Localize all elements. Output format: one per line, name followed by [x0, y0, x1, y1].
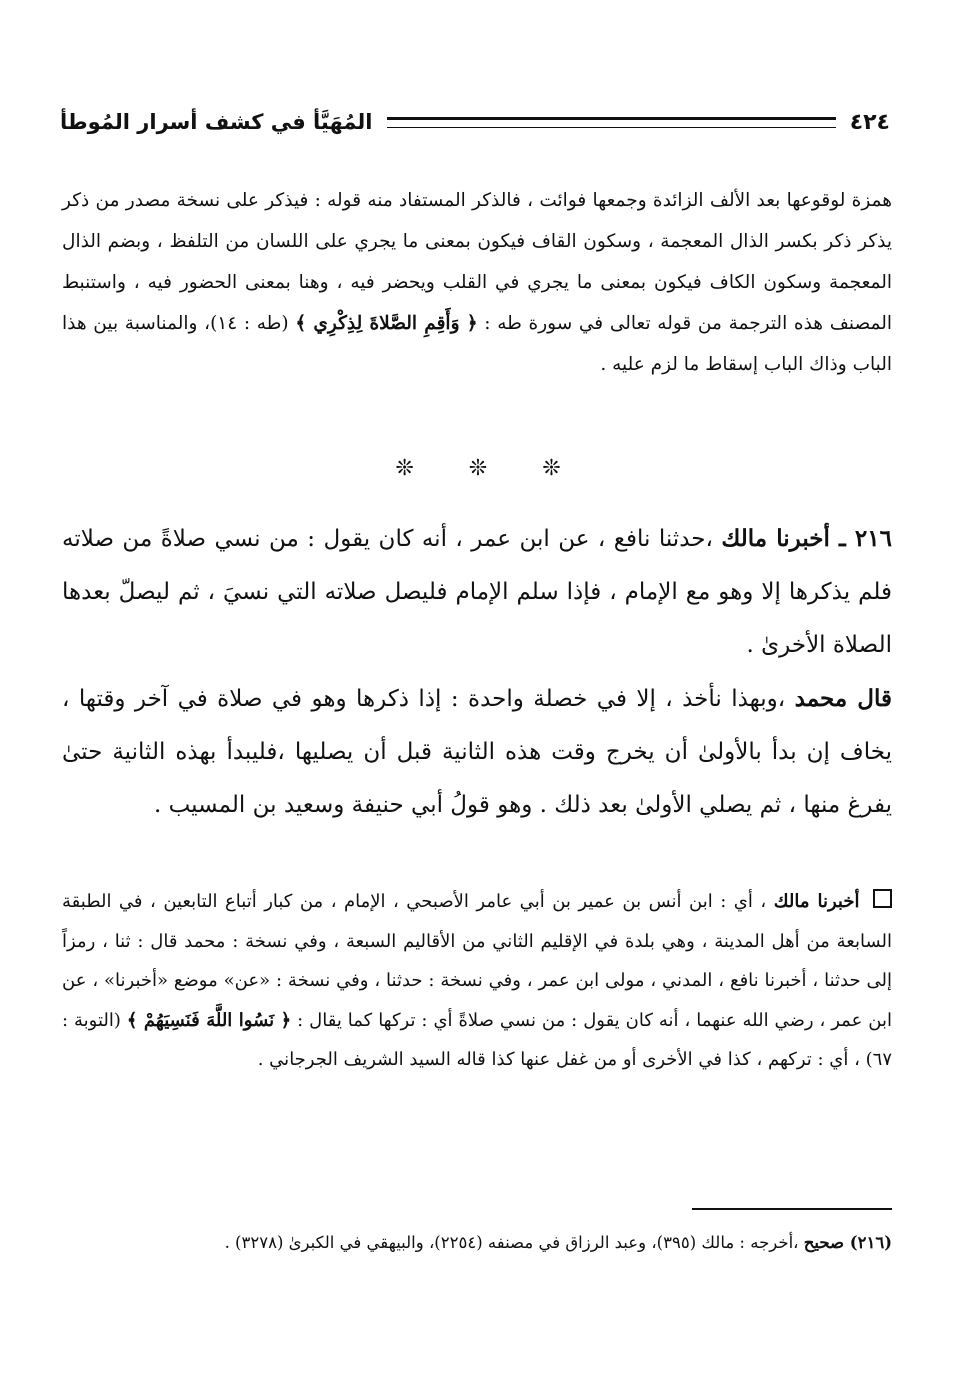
- hadith-paragraph: [62, 512, 892, 672]
- separator-star: ❊: [468, 456, 488, 481]
- footnote-text: ،أخرجه : مالك (٣٩٥)، وعبد الرزاق في مصنفه (٢٢٥٤)، والبيهقي في الكبرىٰ (٣٢٧٨) .: [224, 1233, 799, 1252]
- running-title: المُهَيَّأ في كشف أسرار المُوطأ: [60, 110, 373, 134]
- commentary-paragraph: [62, 882, 892, 1080]
- quran-quote: ﴿ وَأَقِمِ الصَّلاةَ لِذِكْرِي ﴾: [295, 313, 478, 334]
- footnote: [62, 1226, 892, 1259]
- section-separator: [0, 456, 956, 481]
- separator-star: ❊: [542, 456, 561, 481]
- intro-text: همزة لوقوعها بعد الألف الزائدة وجمعها فوائت ، فالذكر المستفاد منه قوله : فيذكر على نسخة مصدر من ذكر يذكر ذكر بكسر الذال المعجمة ، وسكون القاف فيكون بمعنى ما يجري على اللسان من التلفظ ، وبضم الذال المعجمة وسكون الكاف فيكون بمعنى ما يجري في القلب ويحضر فيه ، وهنا بمعنى الحضور فيه ، واستنبط المصنف هذه الترجمة من قوله تعالى في سورة طه :: [62, 190, 892, 334]
- page-header: [60, 100, 890, 144]
- commentary-lead: أخبرنا مالك: [773, 891, 860, 912]
- separator-star: ❊: [395, 456, 414, 481]
- intro-text-after: (طه : ١٤)، والمناسبة بين هذا الباب وذاك الباب إسقاط ما لزم عليه .: [62, 313, 892, 375]
- commentary-text-after: (التوبة : ٦٧) ، أي : تركهم ، كذا في الأخرى أو من غفل عنها كذا قاله السيد الشريف الجرجاني .: [62, 1009, 892, 1070]
- footnote-divider: [692, 1208, 892, 1210]
- footnote-lead: (٢١٦) صحيح: [803, 1233, 892, 1252]
- square-marker-icon: [873, 889, 892, 908]
- qal-muhammad-lead: قال محمد: [794, 685, 892, 712]
- qal-muhammad-text: ،وبهذا نأخذ ، إلا في خصلة واحدة : إذا ذكرها وهو في صلاة في آخر وقتها ، يخاف إن بدأ بالأولىٰ أن يخرج وقت هذه الثانية قبل أن يصليها ،فليبدأ بهذه الثانية حتىٰ يفرغ منها ، ثم يصلي الأولىٰ بعد ذلك . وهو قولُ أبي حنيفة وسعيد بن المسيب .: [62, 686, 892, 818]
- header-rule: [387, 117, 836, 128]
- qal-muhammad-paragraph: [62, 672, 892, 832]
- intro-paragraph: [62, 180, 892, 385]
- hadith-text: ،حدثنا نافع ، عن ابن عمر ، أنه كان يقول : من نسي صلاةً من صلاته فلم يذكرها إلا وهو مع الإمام ، فإذا سلم الإمام فليصل صلاته التي نسيَ ، ثم ليصلّ بعدها الصلاة الأخرىٰ .: [62, 526, 892, 658]
- hadith-number-lead: ٢١٦ ـ أخبرنا مالك: [721, 525, 892, 552]
- commentary-text: ، أي : ابن أنس بن عمير بن أبي عامر الأصبحي ، الإمام ، من كبار أتباع التابعين ، في الطبقة السابعة من أهل المدينة ، وهي بلدة في الإقليم الثاني من الأقاليم السبعة ، وفي نسخة : محمد قال : ثنا ، رمزاً إلى حدثنا ، أخبرنا نافع ، المدني ، مولى ابن عمر ، وفي نسخة : حدثنا ، وفي نسخة : «عن» موضع «أخبرنا» ، عن ابن عمر ، رضي الله عنهما ، أنه كان يقول : من نسي صلاةً أي : تركها كما يقال :: [62, 891, 892, 1031]
- page-number: ٤٢٤: [849, 109, 890, 135]
- quran-quote: ﴿ نَسُوا اللَّهَ فَنَسِيَهُمْ ﴾: [126, 1009, 292, 1031]
